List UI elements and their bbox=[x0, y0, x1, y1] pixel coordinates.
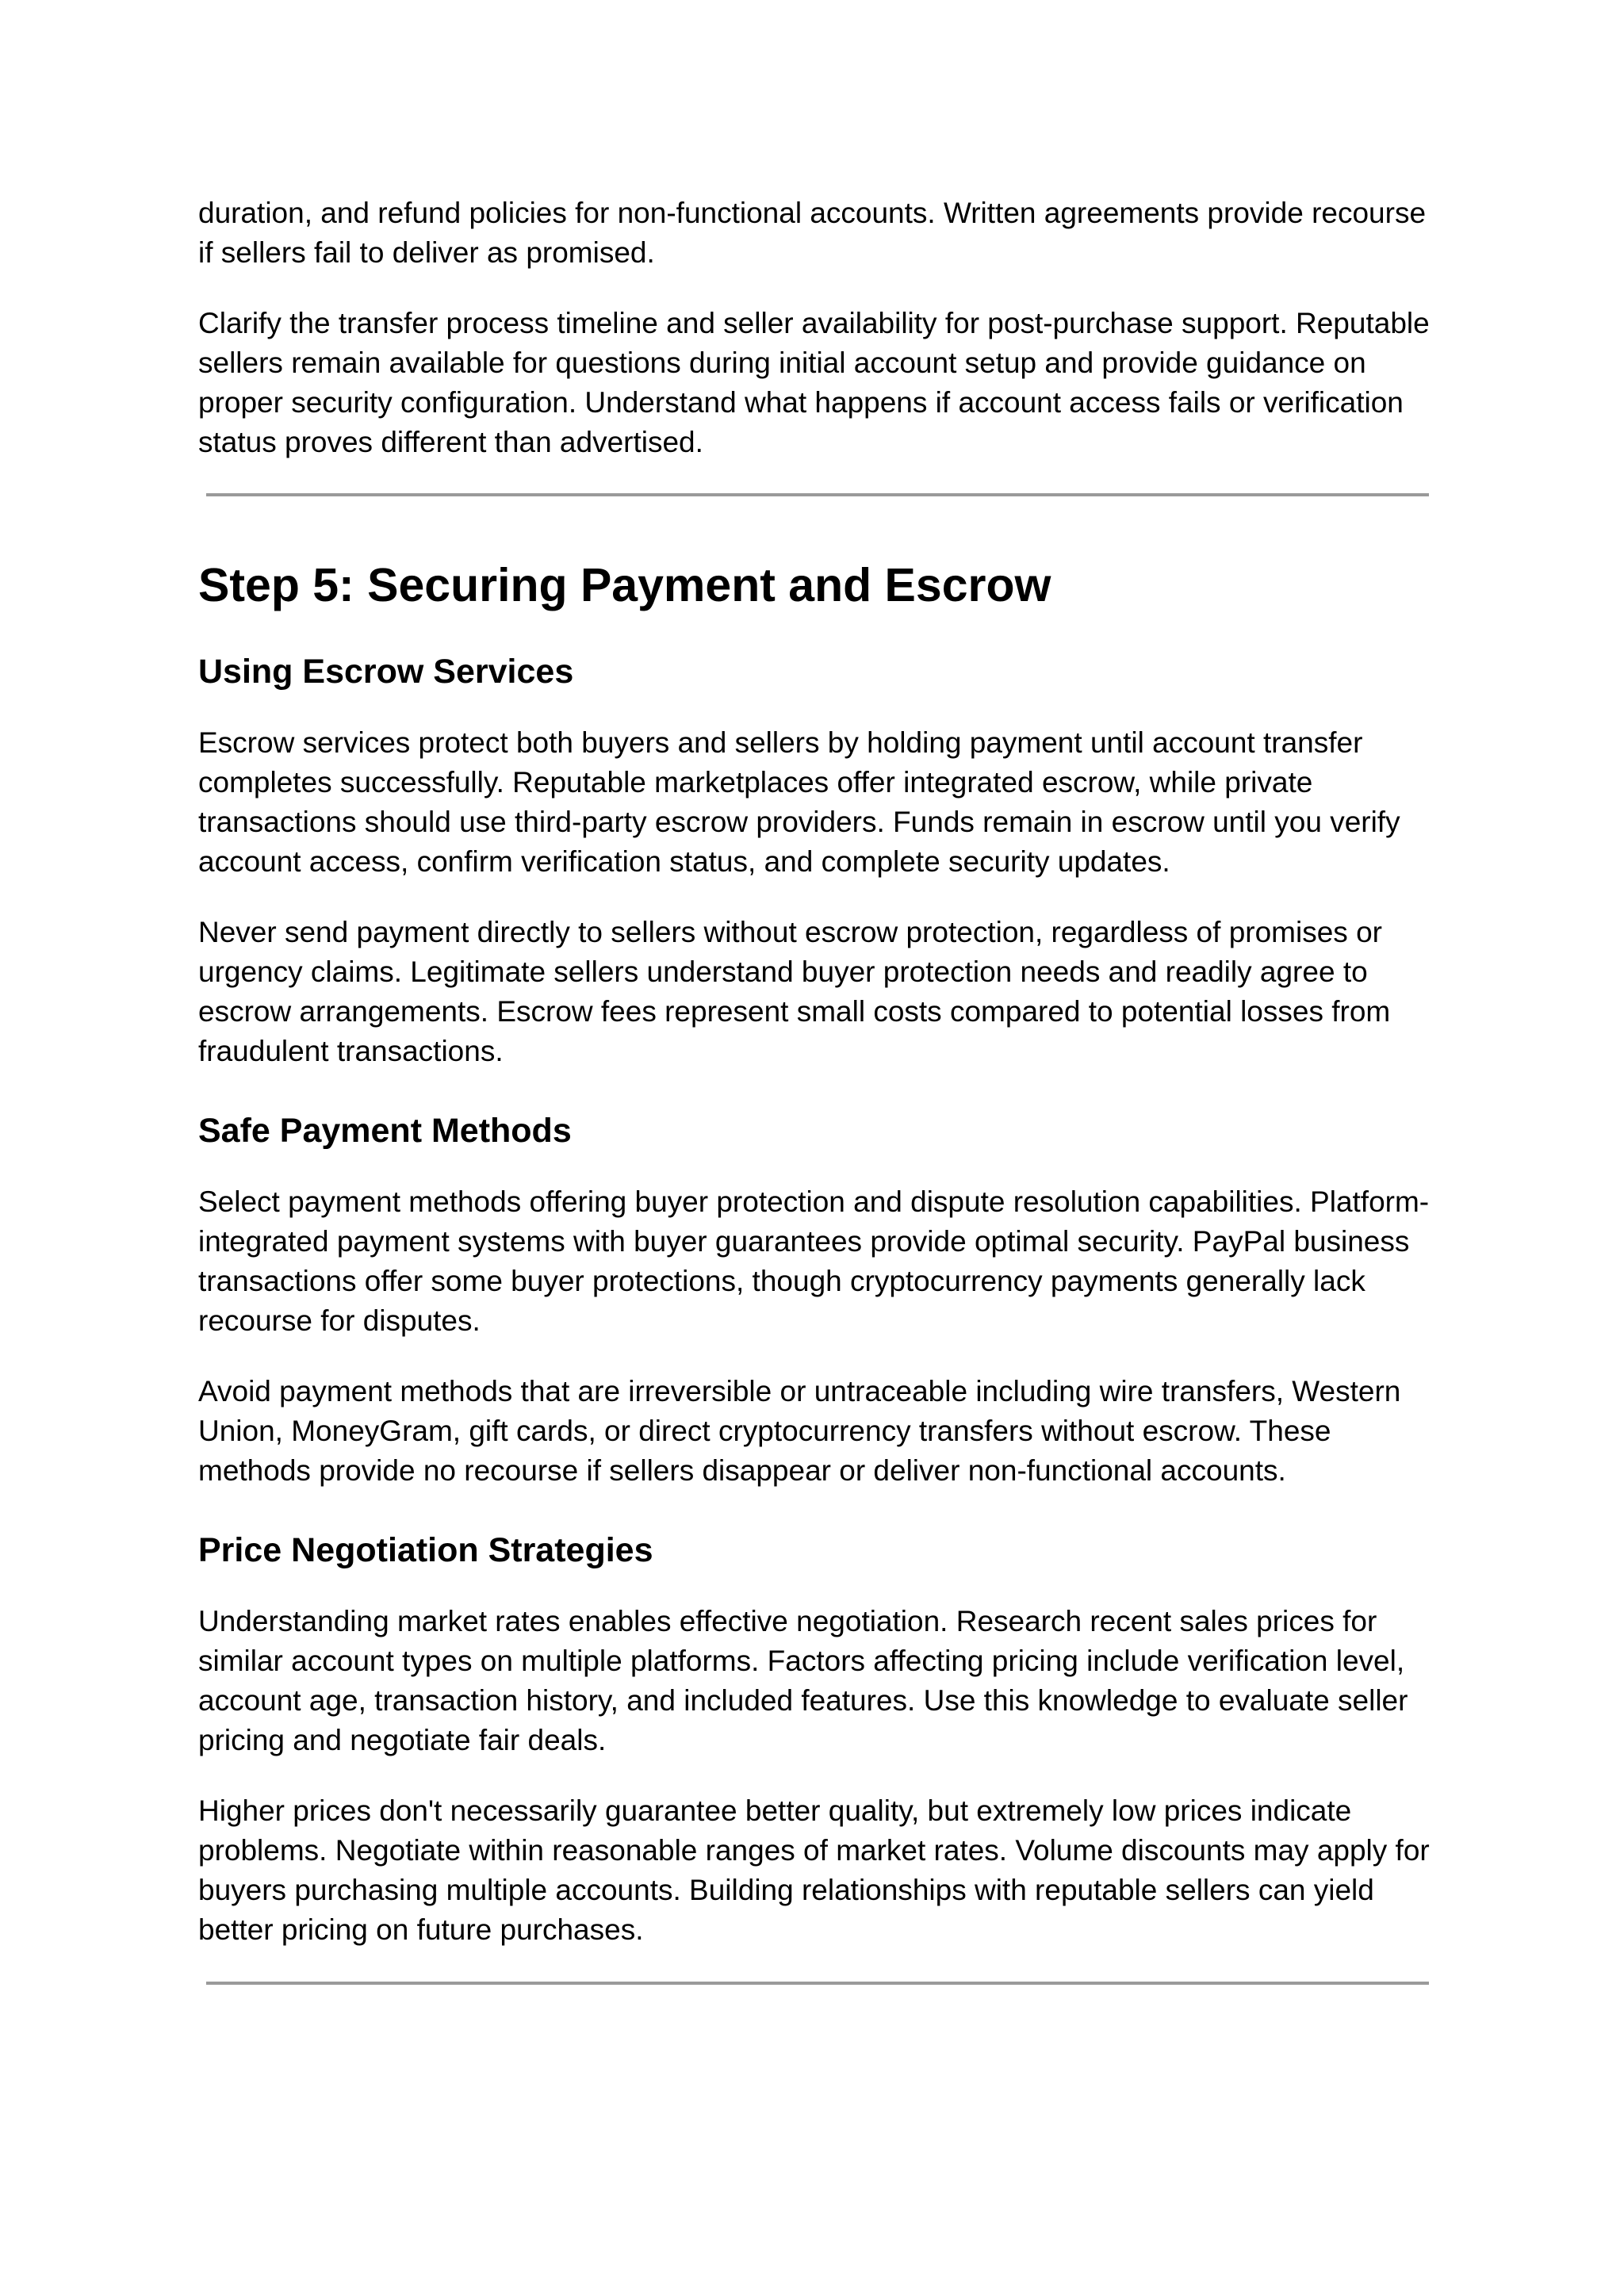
subsection-heading-escrow: Using Escrow Services bbox=[198, 653, 574, 691]
section-title: Step 5: Securing Payment and Escrow bbox=[198, 559, 1051, 611]
escrow-paragraph-2: Never send payment directly to sellers without escrow protection, regardless of promises or urgency claims. Legitimate sellers understand buyer protection needs and readily agree to escrow arrangements. Escrow fees represent small costs compared to potential losses from fraudulent transactions. bbox=[198, 916, 1391, 1067]
subsection-heading-payment-methods: Safe Payment Methods bbox=[198, 1112, 572, 1150]
section-divider-bottom bbox=[206, 1982, 1429, 1985]
escrow-paragraph-1: Escrow services protect both buyers and sellers by holding payment until account transfer completes successfully. Reputable marketplaces offer integrated escrow, while private transactions should use third-party escrow providers. Funds remain in escrow until you verify account access, confirm verification status, and complete security updates. bbox=[198, 726, 1400, 878]
document-page bbox=[198, 193, 1443, 1985]
intro-paragraph-2: Clarify the transfer process timeline and seller availability for post-purchase support. Reputable sellers remain available for questions during initial account setup and provide guidance on proper security configuration. Understand what happens if account access fails or verification status proves different than advertised. bbox=[198, 307, 1430, 458]
intro-paragraph-1: duration, and refund policies for non-functional accounts. Written agreements provide recourse if sellers fail to deliver as promised. bbox=[198, 197, 1427, 269]
section-divider-top bbox=[206, 493, 1429, 496]
price-negotiation-paragraph-1: Understanding market rates enables effective negotiation. Research recent sales prices for similar account types on multiple platforms. Factors affecting pricing include verification level, account age, transaction history, and included features. Use this knowledge to evaluate seller pricing and negotiate fair deals. bbox=[198, 1605, 1408, 1756]
subsection-heading-price-negotiation: Price Negotiation Strategies bbox=[198, 1531, 653, 1569]
payment-methods-paragraph-1: Select payment methods offering buyer protection and dispute resolution capabilities. Platform-integrated payment systems with buyer guarantees provide optimal security. PayPal business transactions offer some buyer protections, though cryptocurrency payments generally lack recourse for disputes. bbox=[198, 1185, 1430, 1337]
payment-methods-paragraph-2: Avoid payment methods that are irreversible or untraceable including wire transfers, Western Union, MoneyGram, gift cards, or direct cryptocurrency transfers without escrow. These methods provide no recourse if sellers disappear or deliver non-functional accounts. bbox=[198, 1375, 1401, 1487]
price-negotiation-paragraph-2: Higher prices don't necessarily guarantee better quality, but extremely low prices indicate problems. Negotiate within reasonable ranges of market rates. Volume discounts may apply for buyers purchasing multiple accounts. Building relationships with reputable sellers can yield better pricing on future purchases. bbox=[198, 1794, 1430, 1946]
